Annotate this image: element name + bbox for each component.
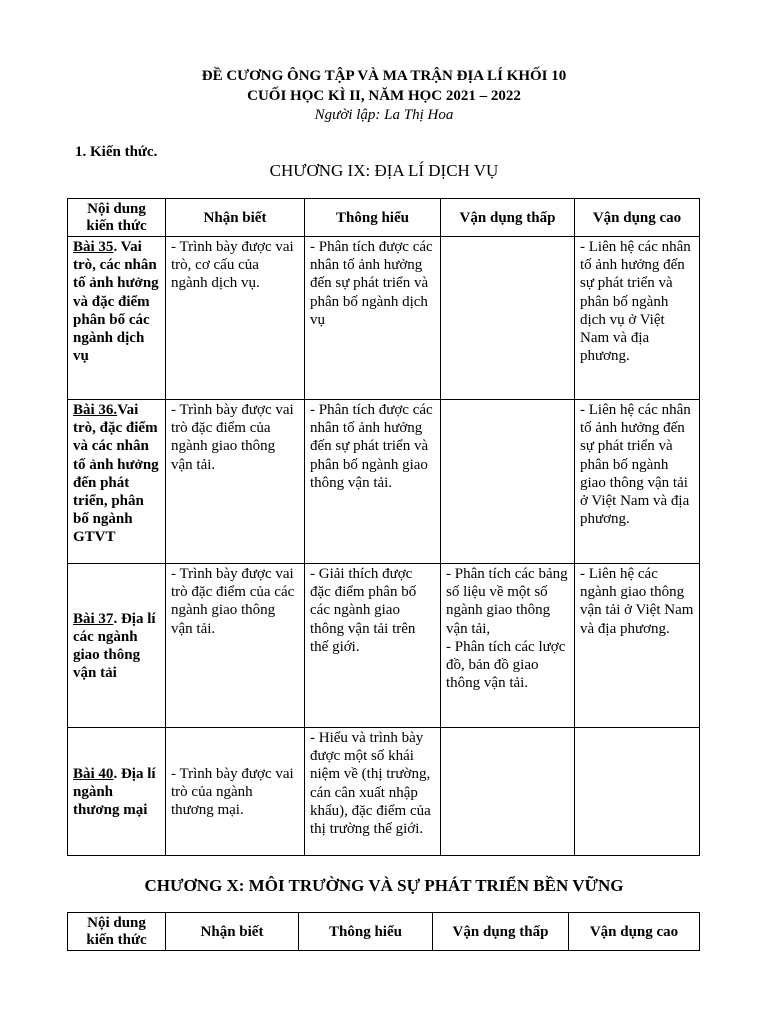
column-header-recognition: Nhận biết: [166, 913, 299, 951]
low-application-cell: [441, 400, 575, 564]
document-title-line1: ĐỀ CƯƠNG ÔNG TẬP VÀ MA TRẬN ĐỊA LÍ KHỐI 10: [201, 68, 567, 84]
column-header-understanding: Thông hiểu: [299, 913, 433, 951]
recognition-cell: - Trình bày được vai trò đặc điểm của các ngành giao thông vận tải.: [166, 564, 305, 728]
column-header-content: Nội dung kiến thức: [68, 199, 166, 237]
column-header-understanding: Thông hiểu: [305, 199, 441, 237]
lesson-title: . Địa lí các ngành giao thông vận tải: [73, 610, 156, 682]
high-application-cell: - Liên hệ các ngành giao thông vận tải ở Việt Nam và địa phương.: [575, 564, 700, 728]
recognition-cell: - Trình bày được vai trò, cơ cấu của ngành dịch vụ.: [166, 237, 305, 400]
table-header-row: [68, 913, 700, 951]
understanding-cell: - Phân tích được các nhân tố ảnh hưởng đến sự phát triển và phân bố ngành dịch vụ: [305, 237, 441, 400]
lesson-title: Vai trò, đặc điểm và các nhân tố ảnh hưởng đến phát triển, phân bố ngành GTVT: [73, 402, 159, 546]
lesson-title: . Địa lí ngành thương mại: [73, 765, 156, 819]
understanding-cell: - Phân tích được các nhân tố ảnh hưởng đến sự phát triển và phân bố ngành giao thông vận tải.: [305, 400, 441, 564]
table-row: [68, 728, 700, 856]
lesson-number: Bài 36.: [73, 402, 118, 418]
column-header-low-application: Vận dụng thấp: [441, 199, 575, 237]
lesson-cell: [68, 728, 166, 856]
column-header-high-application: Vận dụng cao: [575, 199, 700, 237]
high-application-cell: - Liên hệ các nhân tố ảnh hưởng đến sự phát triển và phân bố ngành dịch vụ ở Việt Nam và địa phương.: [575, 237, 700, 400]
table-row: [68, 237, 700, 400]
chapter-10-table: [67, 912, 700, 951]
chapter-9-table: [67, 198, 700, 856]
table-header-row: [68, 199, 700, 237]
high-application-cell: [575, 728, 700, 856]
lesson-title: . Vai trò, các nhân tố ảnh hưởng và đặc điểm phân bố các ngành dịch vụ: [73, 239, 159, 365]
low-application-cell: [441, 237, 575, 400]
high-application-cell: - Liên hệ các nhân tố ảnh hưởng đến sự phát triển và phân bố ngành giao thông vận tải ở Việt Nam và địa phương.: [575, 400, 700, 564]
lesson-number: Bài 40: [73, 765, 114, 782]
document-author: Người lập: La Thị Hoa: [314, 107, 454, 123]
chapter-10-title: CHƯƠNG X: MÔI TRƯỜNG VÀ SỰ PHÁT TRIỂN BỀN VỮNG: [144, 876, 624, 895]
low-application-cell: [441, 728, 575, 856]
document-title-line2: CUỐI HỌC KÌ II, NĂM HỌC 2021 – 2022: [247, 88, 521, 104]
understanding-cell: - Giải thích được đặc điểm phân bố các ngành giao thông vận tải trên thế giới.: [305, 564, 441, 728]
recognition-cell: - Trình bày được vai trò của ngành thương mại.: [166, 728, 305, 856]
lesson-cell: [68, 564, 166, 728]
lesson-cell: [68, 400, 166, 564]
table-row: [68, 400, 700, 564]
section-heading-knowledge: 1. Kiến thức.: [75, 144, 158, 160]
column-header-content: Nội dung kiến thức: [68, 913, 166, 951]
understanding-cell: - Hiểu và trình bày được một số khái niệm về (thị trường, cán cân xuất nhập khẩu), đặc điểm của thị trường thế giới.: [305, 728, 441, 856]
recognition-cell: - Trình bày được vai trò đặc điểm của ngành giao thông vận tải.: [166, 400, 305, 564]
chapter-9-title: CHƯƠNG IX: ĐỊA LÍ DỊCH VỤ: [269, 161, 499, 180]
lesson-number: Bài 37: [73, 610, 114, 627]
lesson-cell: [68, 237, 166, 400]
column-header-recognition: Nhận biết: [166, 199, 305, 237]
column-header-low-application: Vận dụng thấp: [433, 913, 569, 951]
column-header-high-application: Vận dụng cao: [569, 913, 700, 951]
low-application-cell: - Phân tích các bảng số liệu về một số ngành giao thông vận tải, - Phân tích các lược đồ, bản đồ giao thông vận tải.: [441, 564, 575, 728]
table-row: [68, 564, 700, 728]
lesson-number: Bài 35: [73, 239, 114, 255]
